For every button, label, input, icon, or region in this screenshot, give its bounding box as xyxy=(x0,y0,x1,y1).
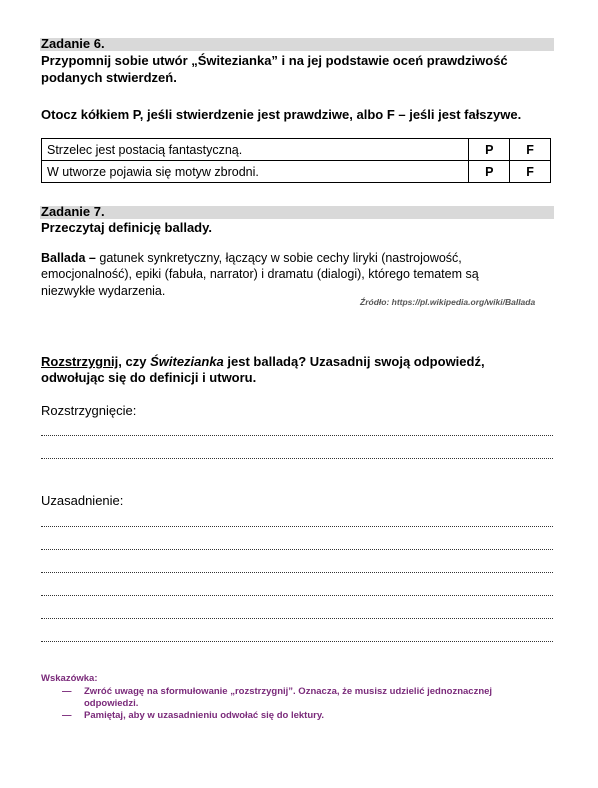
table-row xyxy=(42,139,551,161)
answer-line[interactable] xyxy=(41,525,553,527)
true-option[interactable]: P xyxy=(469,139,510,161)
answer-line[interactable] xyxy=(41,571,553,573)
hint1-line2: odpowiedzi. xyxy=(84,698,139,709)
statement-cell: W utworze pojawia się motyw zbrodni. xyxy=(42,161,469,183)
definition-line3: niezwykłe wydarzenia. xyxy=(41,284,166,298)
answer-line[interactable] xyxy=(41,617,553,619)
task6-header: Zadanie 6. xyxy=(41,36,105,51)
decision-label: Rozstrzygnięcie: xyxy=(41,403,137,418)
definition-line2: emocjonalność), epiki (fabuła, narrator) i dramatu (dialogi), którego tematem są xyxy=(41,267,479,281)
answer-line[interactable] xyxy=(41,594,553,596)
statement-cell: Strzelec jest postacią fantastyczną. xyxy=(42,139,469,161)
question-line2: odwołując się do definicji i utworu. xyxy=(41,370,257,385)
hint1-dash: — xyxy=(62,686,72,697)
definition-line1 xyxy=(41,250,553,266)
question-line1 xyxy=(41,354,485,370)
question-keyword: Rozstrzygnij, xyxy=(41,354,122,369)
definition-term: Ballada – xyxy=(41,251,96,265)
task6-header-band xyxy=(40,38,554,51)
hint-title: Wskazówka: xyxy=(41,673,98,684)
hint1-line1: Zwróć uwagę na sformułowanie „rozstrzygnij”. Oznacza, że musisz udzielić jednoznacznej xyxy=(84,686,493,697)
question-text-a: czy xyxy=(121,354,151,369)
answer-line[interactable] xyxy=(41,434,553,436)
definition-text-1: gatunek synkretyczny, łączący w sobie cechy liryki (nastrojowość, xyxy=(99,251,462,265)
task7-intro: Przeczytaj definicję ballady. xyxy=(41,220,212,235)
justification-label: Uzasadnienie: xyxy=(41,493,124,508)
false-option[interactable]: F xyxy=(510,139,551,161)
hint2-dash: — xyxy=(62,710,72,721)
question-title: Świtezianka xyxy=(150,354,224,369)
hint2: Pamiętaj, aby w uzasadnieniu odwołać się do lektury. xyxy=(84,710,325,721)
source-citation: Źródło: https://pl.wikipedia.org/wiki/Ballada xyxy=(360,297,536,307)
task7-header-band xyxy=(40,206,554,219)
table-row xyxy=(42,161,551,183)
task6-prompt-line2: podanych stwierdzeń. xyxy=(41,70,177,85)
question-text-b: jest balladą? Uzasadnij swoją odpowiedź, xyxy=(223,354,485,369)
answer-line[interactable] xyxy=(41,548,553,550)
true-option[interactable]: P xyxy=(469,161,510,183)
answer-line[interactable] xyxy=(41,640,553,642)
task6-prompt-line1: Przypomnij sobie utwór „Świtezianka” i na jej podstawie oceń prawdziwość xyxy=(41,53,508,68)
task6-instruction: Otocz kółkiem P, jeśli stwierdzenie jest prawdziwe, albo F – jeśli jest fałszywe. xyxy=(41,107,522,122)
false-option[interactable]: F xyxy=(510,161,551,183)
answer-line[interactable] xyxy=(41,457,553,459)
task7-header: Zadanie 7. xyxy=(41,204,105,219)
true-false-table xyxy=(41,138,551,183)
